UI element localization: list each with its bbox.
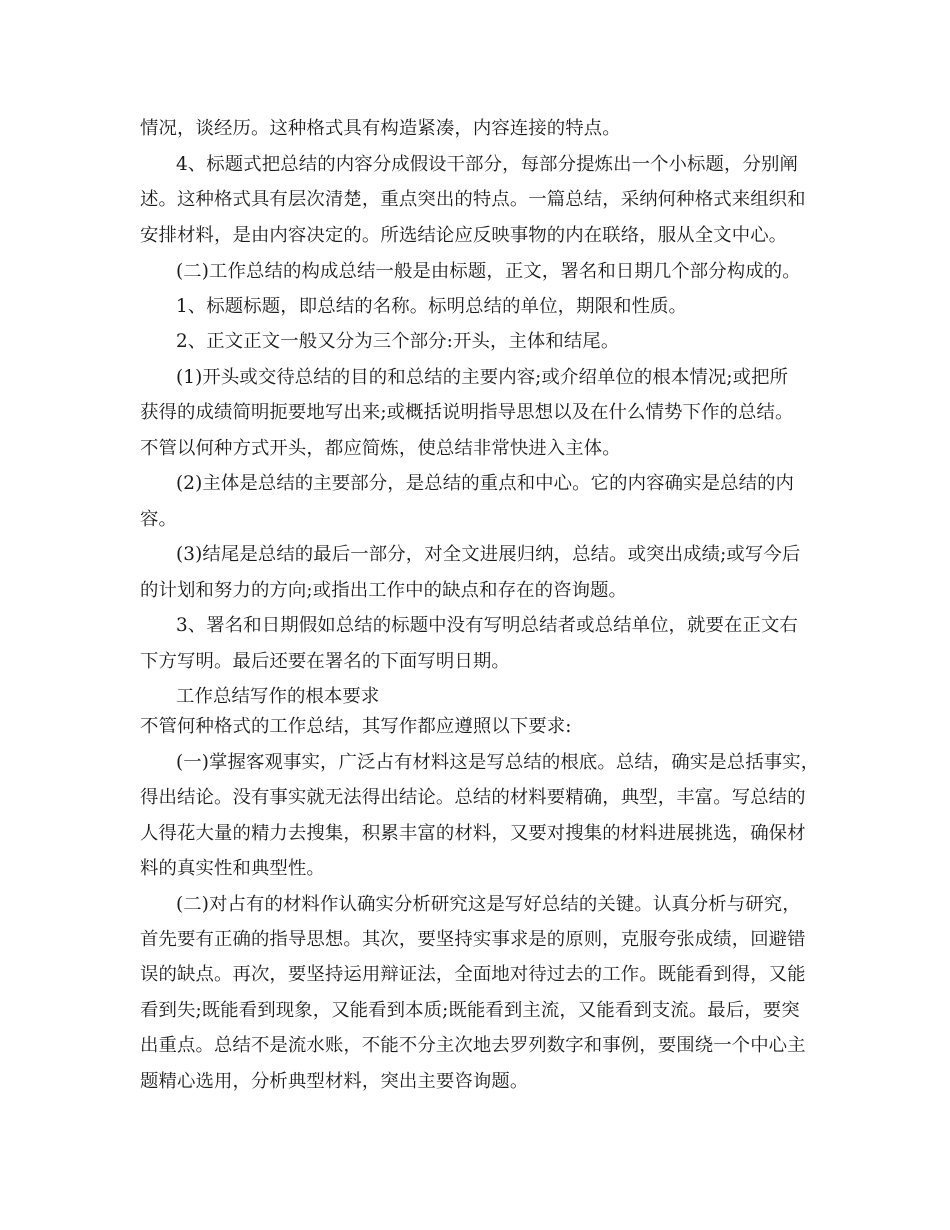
text-line: (二)对占有的材料作认确实分析研究这是写好总结的关键。认真分析与研究， — [176, 894, 801, 915]
text-line: (3)结尾是总结的最后一部分，对全文进展归纳，总结。或突出成绩;或写今后 — [176, 544, 801, 565]
text-line: 看到失;既能看到现象，又能看到本质;既能看到主流，又能看到支流。最后，要突 — [140, 1000, 800, 1021]
text-line: 首先要有正确的指导思想。其次，要坚持实事求是的原则，克服夸张成绩，回避错 — [140, 929, 806, 950]
text-line: 3、署名和日期假如总结的标题中没有写明总结者或总结单位，就要在正文右 — [176, 615, 798, 636]
text-line: (一)掌握客观事实，广泛占有材料这是写总结的根底。总结，确实是总括事实， — [176, 752, 820, 773]
text-line: 题精心选用，分析典型材料，突出主要咨询题。 — [140, 1071, 529, 1092]
text-line: 2、正文正文一般又分为三个部分:开头，主体和结尾。 — [176, 331, 620, 352]
text-line: 4、标题式把总结的内容分成假设干部分，每部分提炼出一个小标题，分别阐 — [176, 154, 798, 175]
text-line: 人得花大量的精力去搜集，积累丰富的材料，又要对搜集的材料进展挑选，确保材 — [140, 823, 806, 844]
text-line: 述。这种格式具有层次清楚，重点突出的特点。一篇总结，采纳何种格式来组织和 — [140, 189, 806, 210]
section-heading: 工作总结写作的根本要求 — [176, 686, 380, 707]
text-line: (1)开头或交待总结的目的和总结的主要内容;或介绍单位的根本情况;或把所 — [176, 367, 789, 388]
text-line: 安排材料，是由内容决定的。所选结论应反映事物的内在联络，服从全文中心。 — [140, 225, 788, 246]
text-line: 不管何种格式的工作总结，其写作都应遵照以下要求: — [140, 716, 572, 737]
text-line: 获得的成绩简明扼要地写出来;或概括说明指导思想以及在什么情势下作的总结。 — [140, 402, 794, 423]
text-line: 料的真实性和典型性。 — [140, 858, 325, 879]
text-line: 1、标题标题，即总结的名称。标明总结的单位，期限和性质。 — [176, 296, 688, 317]
text-line: 下方写明。最后还要在署名的下面写明日期。 — [140, 651, 510, 672]
text-line: (2)主体是总结的主要部分，是总结的重点和中心。它的内容确实是总结的内 — [176, 473, 795, 494]
text-line: (二)工作总结的构成总结一般是由标题，正文，署名和日期几个部分构成的。 — [176, 261, 801, 282]
text-line: 出重点。总结不是流水账，不能不分主次地去罗列数字和事例，要围绕一个中心主 — [140, 1035, 806, 1056]
text-line: 的计划和努力的方向;或指出工作中的缺点和存在的咨询题。 — [140, 580, 628, 601]
text-line: 误的缺点。再次，要坚持运用辩证法，全面地对待过去的工作。既能看到得，又能 — [140, 964, 806, 985]
text-line: 容。 — [140, 509, 177, 530]
text-line: 情况，谈经历。这种格式具有构造紧凑，内容连接的特点。 — [140, 118, 621, 139]
text-line: 得出结论。没有事实就无法得出结论。总结的材料要精确，典型，丰富。写总结的 — [140, 787, 806, 808]
text-line: 不管以何种方式开头，都应简炼，使总结非常快进入主体。 — [140, 438, 621, 459]
